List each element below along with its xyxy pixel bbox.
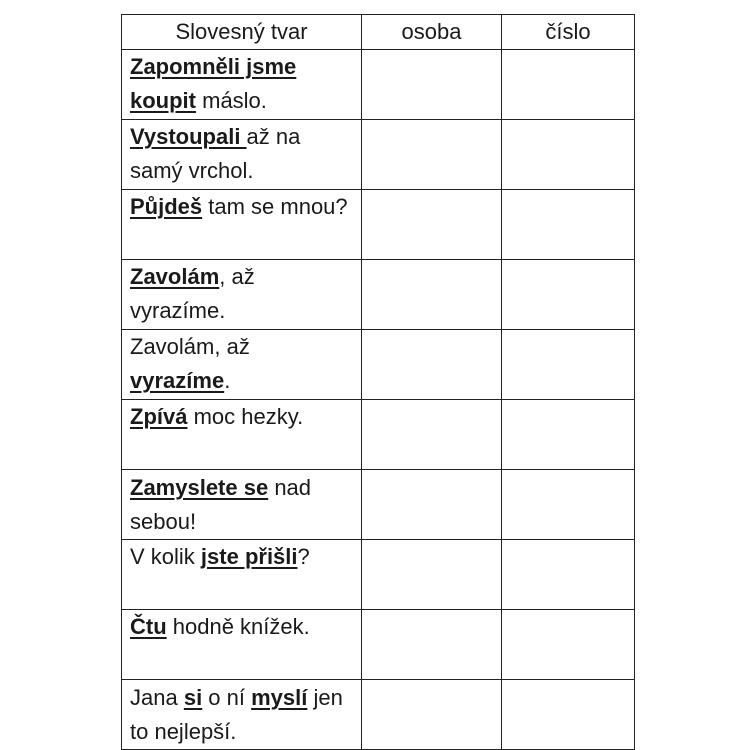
sentence-cell [122,400,362,470]
person-answer-cell[interactable] [362,330,502,400]
table-row [122,540,635,610]
table-row [122,400,635,470]
number-answer-cell[interactable] [502,260,635,330]
sentence-text: až na samý vrchol. [130,124,301,183]
table-row [122,190,635,260]
verb-form-text: Vystoupali [130,124,247,149]
person-answer-cell[interactable] [362,190,502,260]
verb-form-text: Zapomněli jsme koupit [130,54,297,113]
sentence-cell [122,680,362,750]
person-answer-cell[interactable] [362,680,502,750]
verb-form-text: myslí [251,685,308,710]
sentence-cell [122,610,362,680]
sentence-text: nad sebou! [130,475,312,534]
verb-form-text: Zavolám [130,264,220,289]
sentence-text: , až vyrazíme. [130,264,255,323]
number-answer-cell[interactable] [502,50,635,120]
person-answer-cell[interactable] [362,470,502,540]
verb-form-table [121,14,635,750]
sentence-text: . [224,368,231,393]
person-answer-cell[interactable] [362,540,502,610]
header-row [122,15,635,50]
person-answer-cell[interactable] [362,400,502,470]
sentence-cell [122,540,362,610]
sentence-text: tam se mnou? [202,194,348,219]
verb-form-text: Zamyslete se [130,475,269,500]
number-answer-cell[interactable] [502,540,635,610]
header-person: osoba [362,15,502,50]
sentence-text: Zavolám, až [130,334,250,359]
sentence-text: Jana [130,685,184,710]
sentence-text: V kolik [130,544,201,569]
verb-form-text: si [183,685,203,710]
table-row [122,260,635,330]
table-row [122,50,635,120]
number-answer-cell[interactable] [502,610,635,680]
number-answer-cell[interactable] [502,190,635,260]
number-answer-cell[interactable] [502,120,635,190]
verb-form-text: Zpívá [130,404,188,429]
sentence-cell [122,50,362,120]
header-verb-form: Slovesný tvar [122,15,362,50]
verb-form-text: Čtu [130,614,167,639]
person-answer-cell[interactable] [362,50,502,120]
table-row [122,610,635,680]
person-answer-cell[interactable] [362,610,502,680]
sentence-text: hodně knížek. [166,614,310,639]
verb-form-text: jste přišli [200,544,298,569]
table-row [122,120,635,190]
sentence-text: moc hezky. [187,404,304,429]
number-answer-cell[interactable] [502,470,635,540]
sentence-cell [122,190,362,260]
person-answer-cell[interactable] [362,260,502,330]
number-answer-cell[interactable] [502,680,635,750]
number-answer-cell[interactable] [502,400,635,470]
header-number: číslo [502,15,635,50]
sentence-cell [122,470,362,540]
table-row [122,330,635,400]
sentence-text: ? [297,544,310,569]
table-row [122,470,635,540]
number-answer-cell[interactable] [502,330,635,400]
table-row [122,680,635,750]
person-answer-cell[interactable] [362,120,502,190]
sentence-text: jen to nejlepší. [130,685,343,744]
sentence-cell [122,260,362,330]
verb-form-text: Půjdeš [130,194,203,219]
sentence-text: máslo. [196,88,267,113]
sentence-cell [122,120,362,190]
verb-form-text: vyrazíme [130,368,225,393]
sentence-cell [122,330,362,400]
sentence-text: o ní [202,685,252,710]
